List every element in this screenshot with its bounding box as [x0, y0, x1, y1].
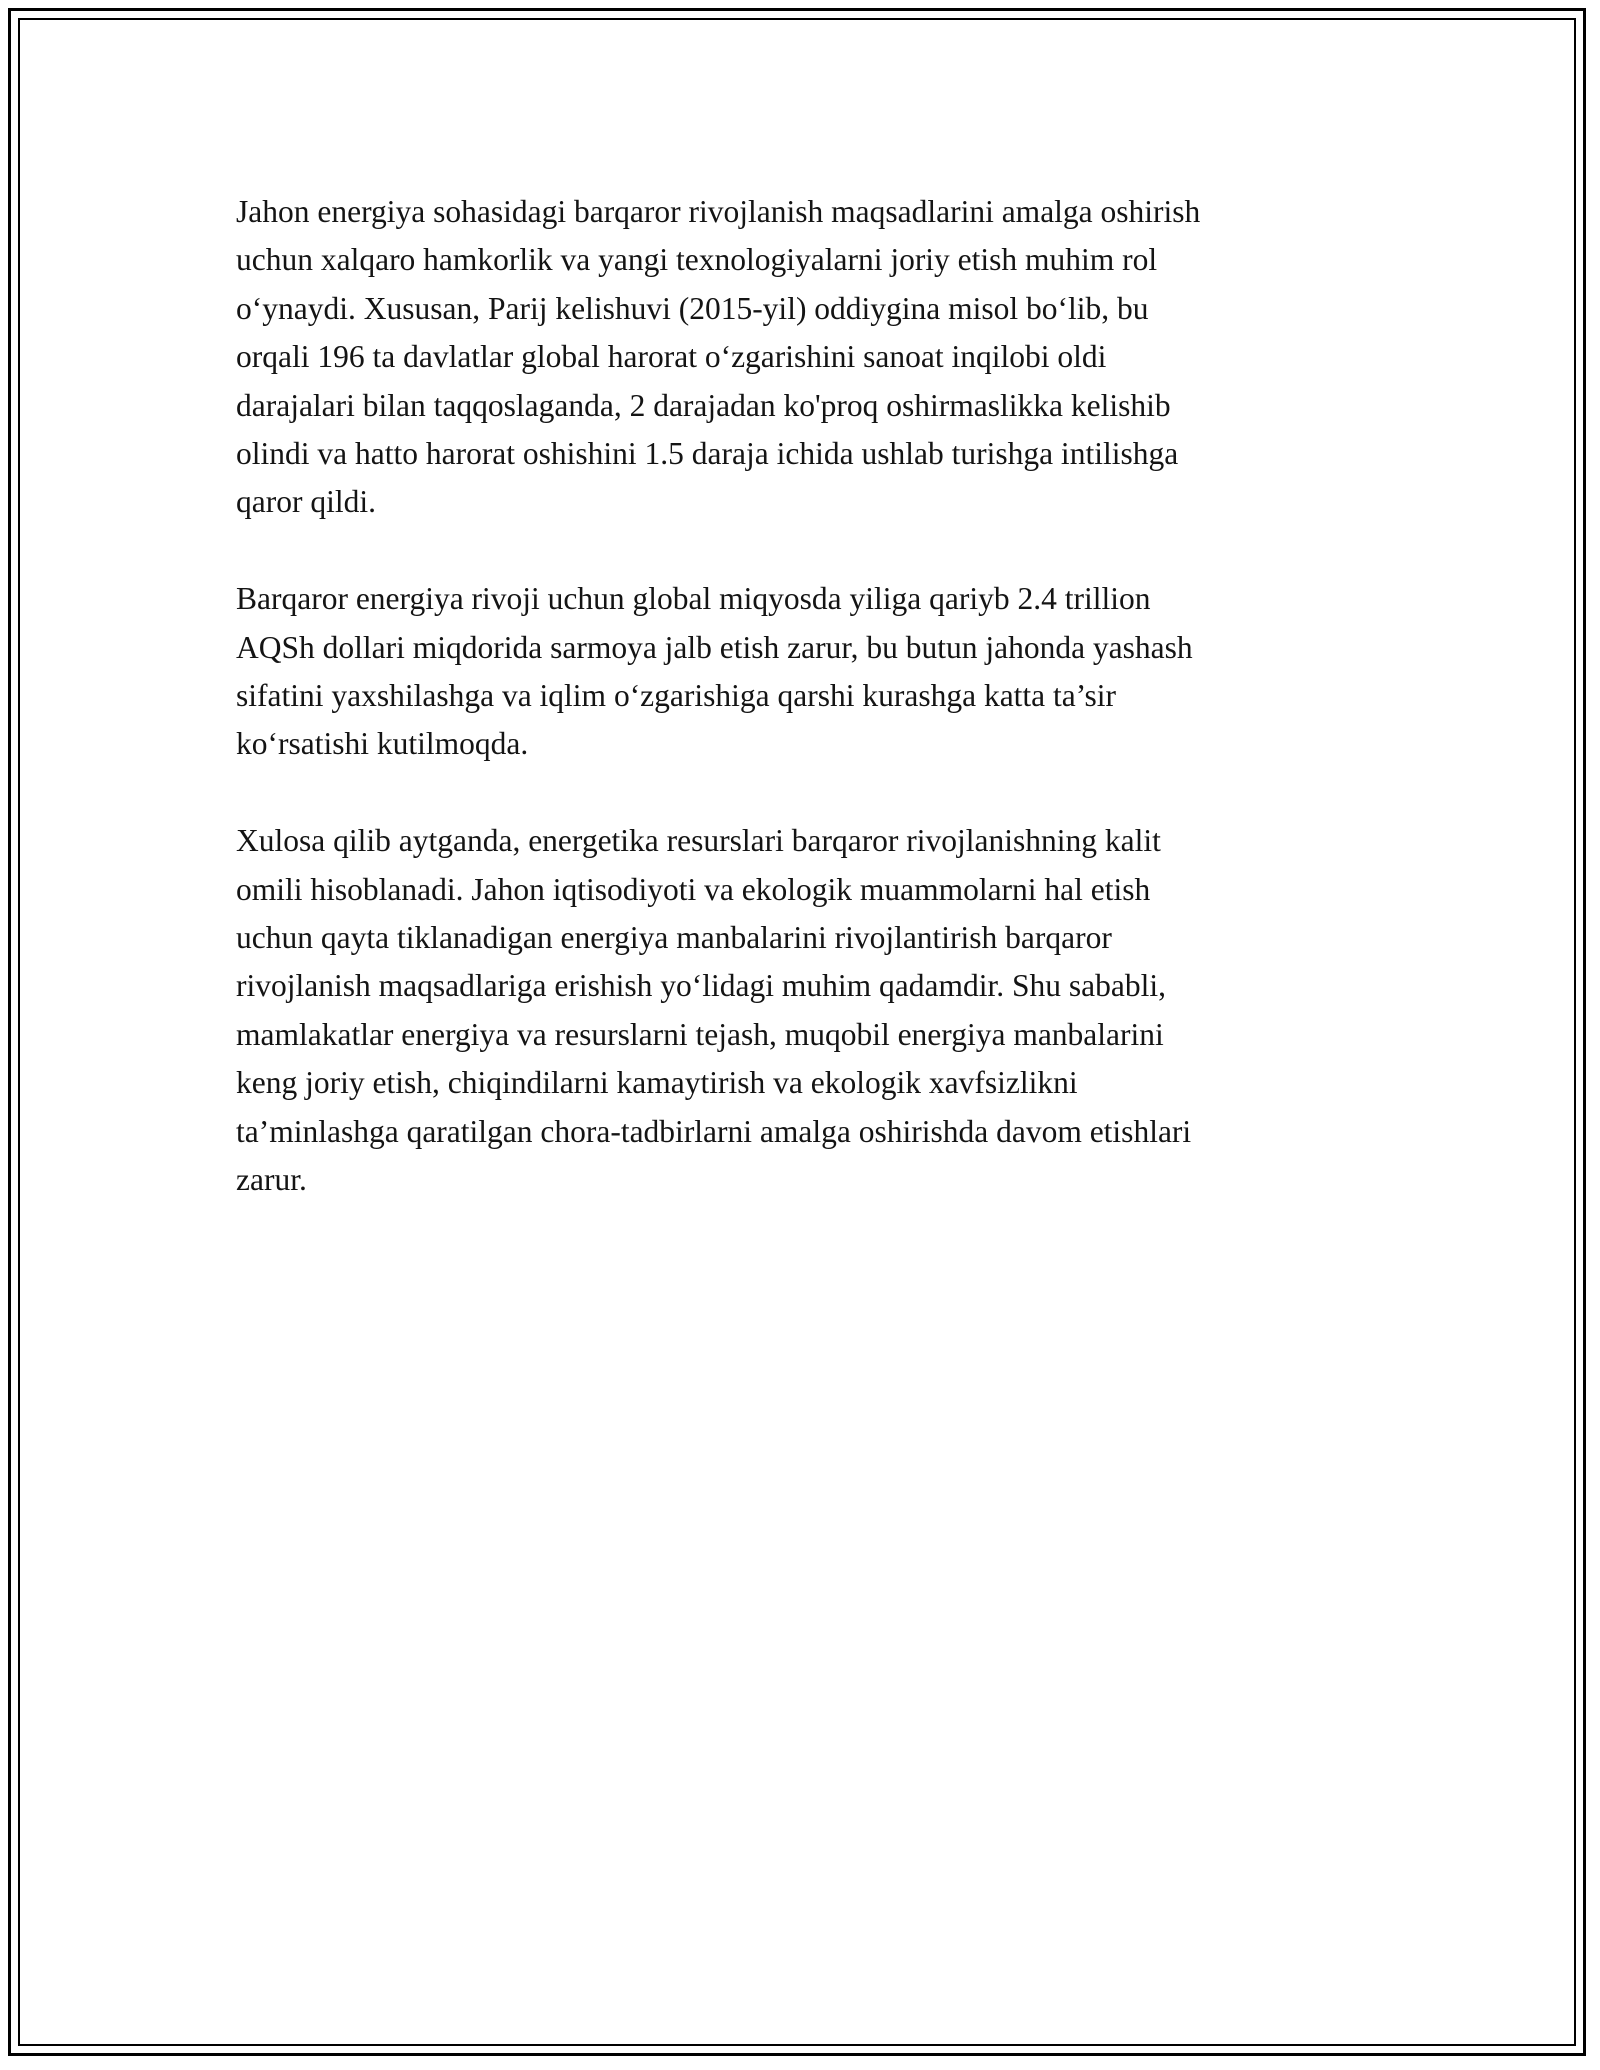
paragraph-line: Xulosa qilib aytganda, energetika resurslari barqaror rivojlanishning kalit: [236, 823, 1161, 859]
paragraph-line: Jahon energiya sohasidagi barqaror rivojlanish maqsadlarini amalga oshirish: [236, 194, 1201, 229]
paragraph-line: mamlakatlar energiya va resurslarni tejash, muqobil energiya manbalarini: [236, 1016, 1164, 1052]
paragraph-line: uchun qayta tiklanadigan energiya manbalarini rivojlantirish barqaror: [236, 920, 1112, 956]
paragraph-1: [236, 188, 1376, 527]
paragraph-line: rivojlanish maqsadlariga erishish yo‘lidagi muhim qadamdir. Shu sababli,: [236, 968, 1166, 1004]
paragraph-line: keng joriy etish, chiqindilarni kamaytirish va ekologik xavfsizlikni: [236, 1065, 1078, 1101]
paragraph-line: olindi va hatto harorat oshishini 1.5 daraja ichida ushlab turishga intilishga: [236, 436, 1179, 472]
paragraph-line: Barqaror energiya rivoji uchun global miqyosda yiliga qariyb 2.4 trillion: [236, 581, 1151, 617]
paragraph-line: zarur.: [236, 1162, 307, 1198]
paragraph-line: AQSh dollari miqdorida sarmoya jalb etish zarur, bu butun jahonda yashash: [236, 629, 1193, 665]
paragraph-line: ko‘rsatishi kutilmoqda.: [236, 726, 529, 762]
paragraph-line: ta’minlashga qaratilgan chora-tadbirlarni amalga oshirishda davom etishlari: [236, 1113, 1192, 1149]
paragraph-line: uchun xalqaro hamkorlik va yangi texnologiyalarni joriy etish muhim rol: [236, 242, 1158, 278]
paragraph-line: sifatini yaxshilashga va iqlim o‘zgarishiga qarshi kurashga katta ta’sir: [236, 678, 1117, 714]
paragraph-2: [236, 575, 1376, 769]
paragraph-line: qaror qildi.: [236, 484, 376, 520]
paragraph-line: darajalari bilan taqqoslaganda, 2 darajadan ko'proq oshirmaslikka kelishib: [236, 387, 1171, 423]
paragraph-line: o‘ynaydi. Xususan, Parij kelishuvi (2015-yil) oddiygina misol bo‘lib, bu: [236, 290, 1149, 326]
document-body: [236, 188, 1376, 1253]
paragraph-line: orqali 196 ta davlatlar global harorat o‘zgarishini sanoat inqilobi oldi: [236, 339, 1107, 375]
paragraph-3: [236, 817, 1376, 1204]
paragraph-line: omili hisoblanadi. Jahon iqtisodiyoti va ekologik muammolarni hal etish: [236, 871, 1151, 907]
